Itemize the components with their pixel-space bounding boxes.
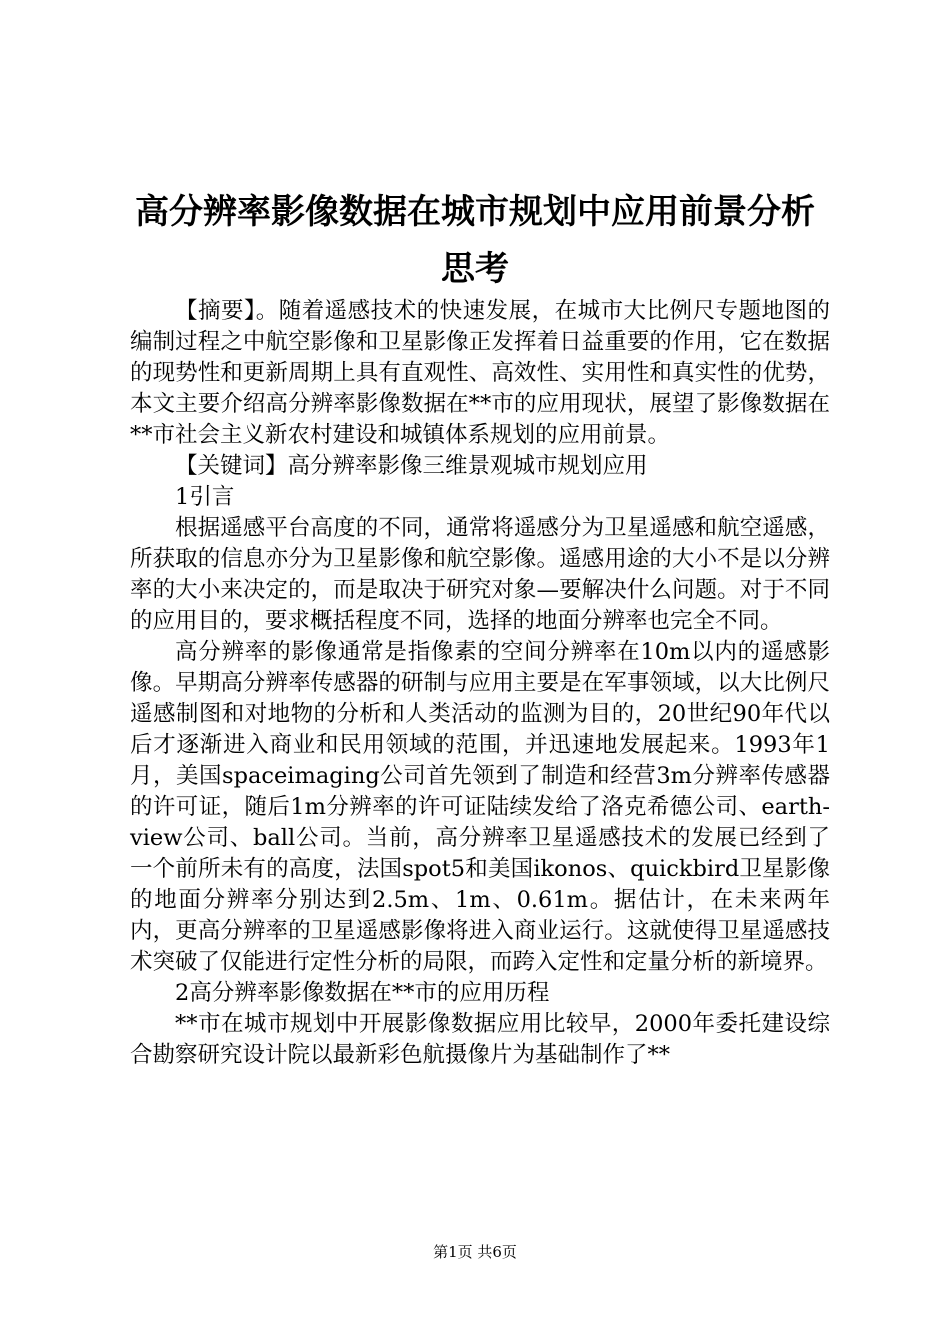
document-title: 高分辨率影像数据在城市规划中应用前景分析 xyxy=(135,192,815,232)
abstract-paragraph: 【摘要】。随着遥感技术的快速发展，在城市大比例尺专题地图的编制过程之中航空影像和卫星影像正发挥着日益重要的作用，它在数据的现势性和更新周期上具有直观性、高效性、实用性和真实性的优势，本文主要介绍高分辨率影像数据在**市的应用现状，展望了影像数据在**市社会主义新农村建设和城镇体系规划的应用前景。 xyxy=(130,298,830,448)
body-paragraph: **市在城市规划中开展影像数据应用比较早，2000年委托建设综合勘察研究设计院以最新彩色航摄像片为基础制作了** xyxy=(130,1011,830,1068)
section-heading-introduction: 1引言 xyxy=(175,484,235,510)
keywords-paragraph: 【关键词】高分辨率影像三维景观城市规划应用 xyxy=(175,453,648,479)
section-heading-application-history: 2高分辨率影像数据在**市的应用历程 xyxy=(175,980,550,1006)
body-paragraph: 高分辨率的影像通常是指像素的空间分辨率在10m以内的遥感影像。早期高分辨率传感器的研制与应用主要是在军事领域，以大比例尺遥感制图和对地物的分析和人类活动的监测为目的，20世纪90年代以后才逐渐进入商业和民用领域的范围，并迅速地发展起来。1993年1月，美国spaceimaging公司首先领到了制造和经营3m分辨率传感器的许可证，随后1m分辨率的许可证陆续发给了洛克希德公司、earth-view公司、ball公司。当前，高分辨率卫星遥感技术的发展已经到了一个前所未有的高度，法国spot5和美国ikonos、quickbird卫星影像的地面分辨率分别达到2.5m、1m、0.61m。据估计，在未来两年内，更高分辨率的卫星遥感影像将进入商业运行。这就使得卫星遥感技术突破了仅能进行定性分析的局限，而跨入定性和定量分析的新境界。 xyxy=(130,639,830,975)
document-body xyxy=(130,296,830,1071)
body-paragraph: 根据遥感平台高度的不同，通常将遥感分为卫星遥感和航空遥感，所获取的信息亦分为卫星影像和航空影像。遥感用途的大小不是以分辨率的大小来决定的，而是取决于研究对象—要解决什么问题。对于不同的应用目的，要求概括程度不同，选择的地面分辨率也完全不同。 xyxy=(130,515,830,634)
page-footer: 第1页 共6页 xyxy=(433,1243,517,1261)
document-title-continued: 思考 xyxy=(441,249,509,289)
